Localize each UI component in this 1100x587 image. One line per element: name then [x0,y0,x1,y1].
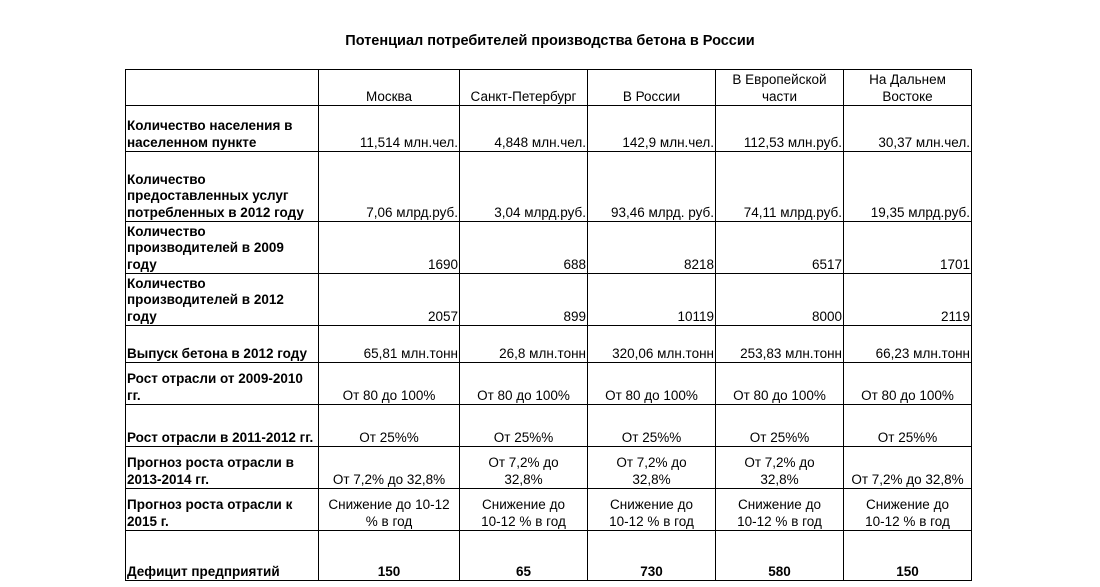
row-label: Количество производителей в 2012 году [126,274,319,326]
table-cell: От 80 до 100% [716,363,844,405]
row-label: Количество предоставленных услуг потребленных в 2012 году [126,152,319,222]
table-cell: 253,83 млн.тонн [716,326,844,363]
concrete-consumers-table [125,69,972,581]
table-row-enterprise-deficit [126,531,972,581]
row-label: Количество населения в населенном пункте [126,106,319,152]
table-cell: 26,8 млн.тонн [460,326,588,363]
table-cell: От 80 до 100% [460,363,588,405]
table-cell: От 7,2% до 32,8% [319,447,460,489]
table-cell: 2119 [844,274,972,326]
table-row-forecast-2015 [126,489,972,531]
table-cell: 74,11 млрд.руб. [716,152,844,222]
table-cell: От 25%% [716,405,844,447]
table-cell: 30,37 млн.чел. [844,106,972,152]
table-cell: 93,46 млрд. руб. [588,152,716,222]
table-cell: 10119 [588,274,716,326]
table-cell: 65,81 млн.тонн [319,326,460,363]
page-title: Потенциал потребителей производства бетона в России [345,33,755,49]
table-cell: Снижение до 10-12 % в год [588,489,716,531]
table-cell: 730 [588,531,716,581]
table-cell: 66,23 млн.тонн [844,326,972,363]
table-cell: 899 [460,274,588,326]
table-cell: От 80 до 100% [588,363,716,405]
table-cell: 142,9 млн.чел. [588,106,716,152]
table-cell: 1690 [319,222,460,274]
table-cell: От 7,2% до 32,8% [844,447,972,489]
table-cell: 320,06 млн.тонн [588,326,716,363]
table-cell: 19,35 млрд.руб. [844,152,972,222]
table-cell: 6517 [716,222,844,274]
table-cell: От 25%% [319,405,460,447]
table-cell: 1701 [844,222,972,274]
column-header-far-east: На Дальнем Востоке [844,70,972,106]
row-label: Выпуск бетона в 2012 году [126,326,319,363]
table-cell: От 7,2% до 32,8% [588,447,716,489]
table-cell: Снижение до 10-12 % в год [844,489,972,531]
table-cell: 688 [460,222,588,274]
table-cell: 580 [716,531,844,581]
table-cell: От 25%% [588,405,716,447]
column-header-russia: В России [588,70,716,106]
table-row-concrete-output [126,326,972,363]
table-row-producers-2009 [126,222,972,274]
table-cell: От 7,2% до 32,8% [460,447,588,489]
table-cell: От 25%% [460,405,588,447]
table-cell: От 80 до 100% [844,363,972,405]
table-cell: Снижение до 10-12 % в год [460,489,588,531]
header-row [126,70,972,106]
table-row-services [126,152,972,222]
table-cell: От 80 до 100% [319,363,460,405]
table-cell: 11,514 млн.чел. [319,106,460,152]
corner-cell [126,70,319,106]
table-row-growth-2009-2010 [126,363,972,405]
row-label: Прогноз роста отрасли к 2015 г. [126,489,319,531]
column-header-european-part: В Европейской части [716,70,844,106]
row-label: Количество производителей в 2009 году [126,222,319,274]
table-row-producers-2012 [126,274,972,326]
row-label: Рост отрасли от 2009-2010 гг. [126,363,319,405]
table-cell: От 25%% [844,405,972,447]
table-cell: 150 [319,531,460,581]
table-row-population [126,106,972,152]
column-header-moscow: Москва [319,70,460,106]
table-cell: Снижение до 10-12 % в год [319,489,460,531]
table-cell: 7,06 млрд.руб. [319,152,460,222]
table-cell: 112,53 млн.руб. [716,106,844,152]
table-row-forecast-2013-2014 [126,447,972,489]
table-cell: 8000 [716,274,844,326]
row-label: Дефицит предприятий [126,531,319,581]
table-cell: 4,848 млн.чел. [460,106,588,152]
row-label: Прогноз роста отрасли в 2013-2014 гг. [126,447,319,489]
table-cell: От 7,2% до 32,8% [716,447,844,489]
table-row-growth-2011-2012 [126,405,972,447]
table-cell: 65 [460,531,588,581]
table-cell: 2057 [319,274,460,326]
table-cell: 150 [844,531,972,581]
table-cell: Снижение до 10-12 % в год [716,489,844,531]
table-cell: 3,04 млрд.руб. [460,152,588,222]
column-header-spb: Санкт-Петербург [460,70,588,106]
row-label: Рост отрасли в 2011-2012 гг. [126,405,319,447]
table-cell: 8218 [588,222,716,274]
